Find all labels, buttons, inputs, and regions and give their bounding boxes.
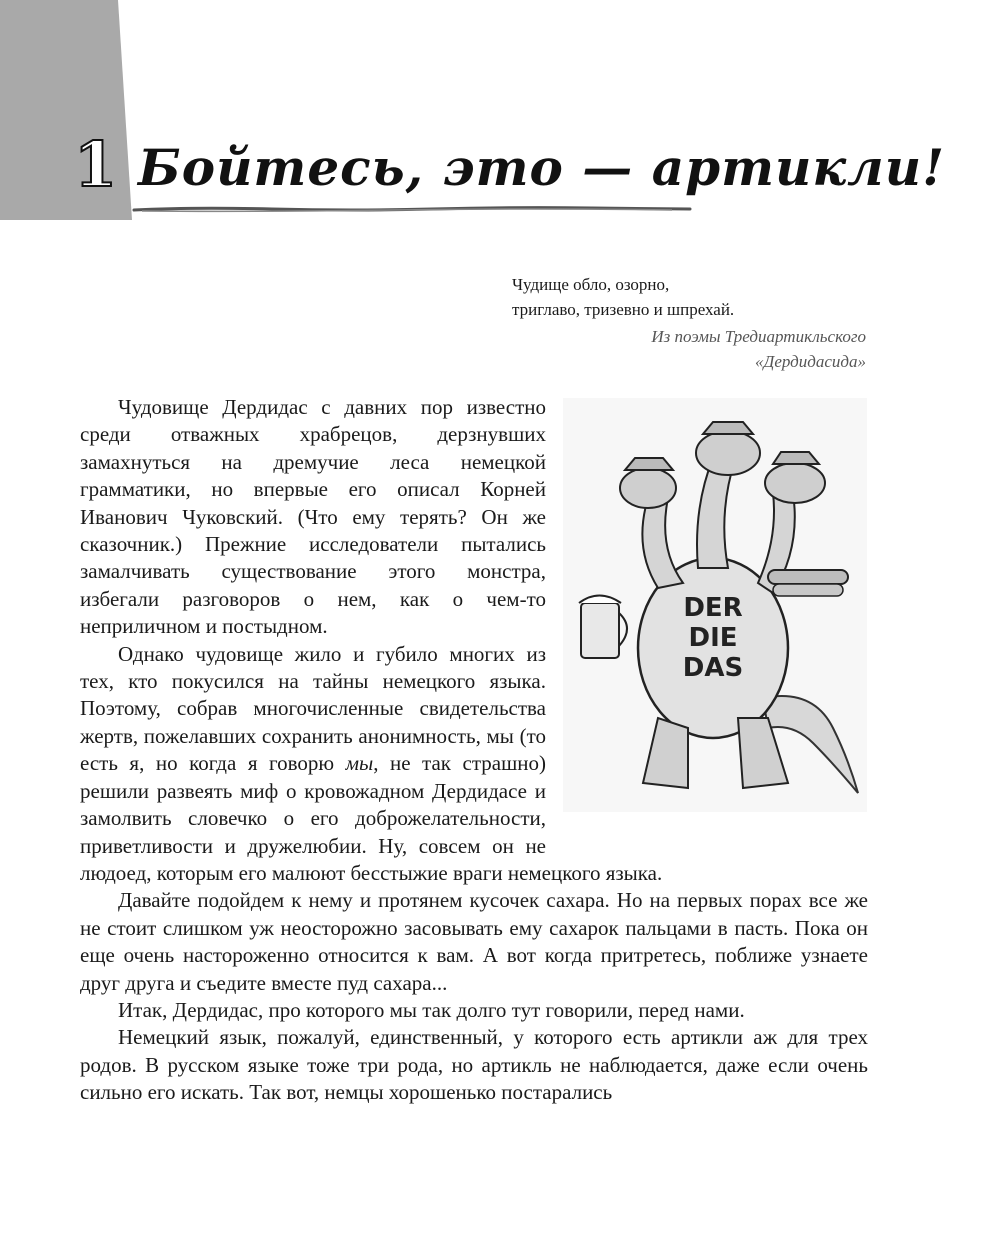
paragraph-text: Однако чудовище жило и губило многих из тех, кто покусился на тайны немецкого языка. Поэтому, собрав многочисленные свидетельства жертв, пожелавших сохранить анонимность, мы (то есть я, но когда я говорю (80, 641, 546, 776)
chapter-title: Бойтесь, это — артикли! (138, 138, 946, 197)
body-text (80, 394, 868, 1107)
illustration-label: DIE (688, 623, 738, 653)
title-underline (132, 204, 692, 214)
illustration-label: DER (683, 593, 743, 623)
epigraph-source (512, 324, 872, 374)
paragraph: Давайте подойдем к нему и протянем кусочек сахара. Но на первых порах все же не стоит слишком уж неосторожно засовывать ему сахарок пальцами в пасть. Пока он еще очень настороженно относится к вам. А вот когда притретесь, поближе узнаете друг друга и съедите вместе пуд сахара... (80, 888, 868, 995)
chapter-number: 1 (74, 128, 118, 201)
paragraph: Немецкий язык, пожалуй, единственный, у которого есть артикли аж для трех родов. В русском языке тоже три рода, но артикль не наблюдается, даже если очень сильно его искать. Так вот, немцы хорошенько постарались (80, 1025, 868, 1105)
emphasis: мы (345, 751, 374, 776)
paragraph-text: , не так страшно) решили развеять миф о кровожадном Дердидасе и замолвить словечко о его доброжелательности, приветливости и дружелюбии. Ну, совсем он не людоед, которым его малюют бесстыжие враги немецкого языка. (80, 751, 663, 885)
epigraph-line: Чудище обло, озорно, (512, 275, 670, 294)
epigraph-source-line: Из поэмы Тредиартикльского (651, 327, 866, 346)
paragraph: Итак, Дердидас, про которого мы так долго тут говорили, перед нами. (118, 997, 745, 1022)
illustration-label: DAS (682, 653, 744, 683)
illustration-spacer (546, 394, 868, 834)
epigraph (512, 272, 872, 374)
paragraph: Чудовище Дердидас с давних пор известно среди отважных храбрецов, дерзнувших замахнуться на дремучие леса немецкой грамматики, но впервые его описал Корней Иванович Чуковский. (Что ему терять? Он же сказочник.) Прежние исследователи пытались замалчивать существование этого монстра, избегали разговоров о нем, как о чем-то неприличном и постыдном. (80, 395, 546, 639)
epigraph-source-line: «Дердидасида» (755, 352, 866, 371)
epigraph-line: триглаво, тризевно и шпрехай. (512, 300, 735, 319)
